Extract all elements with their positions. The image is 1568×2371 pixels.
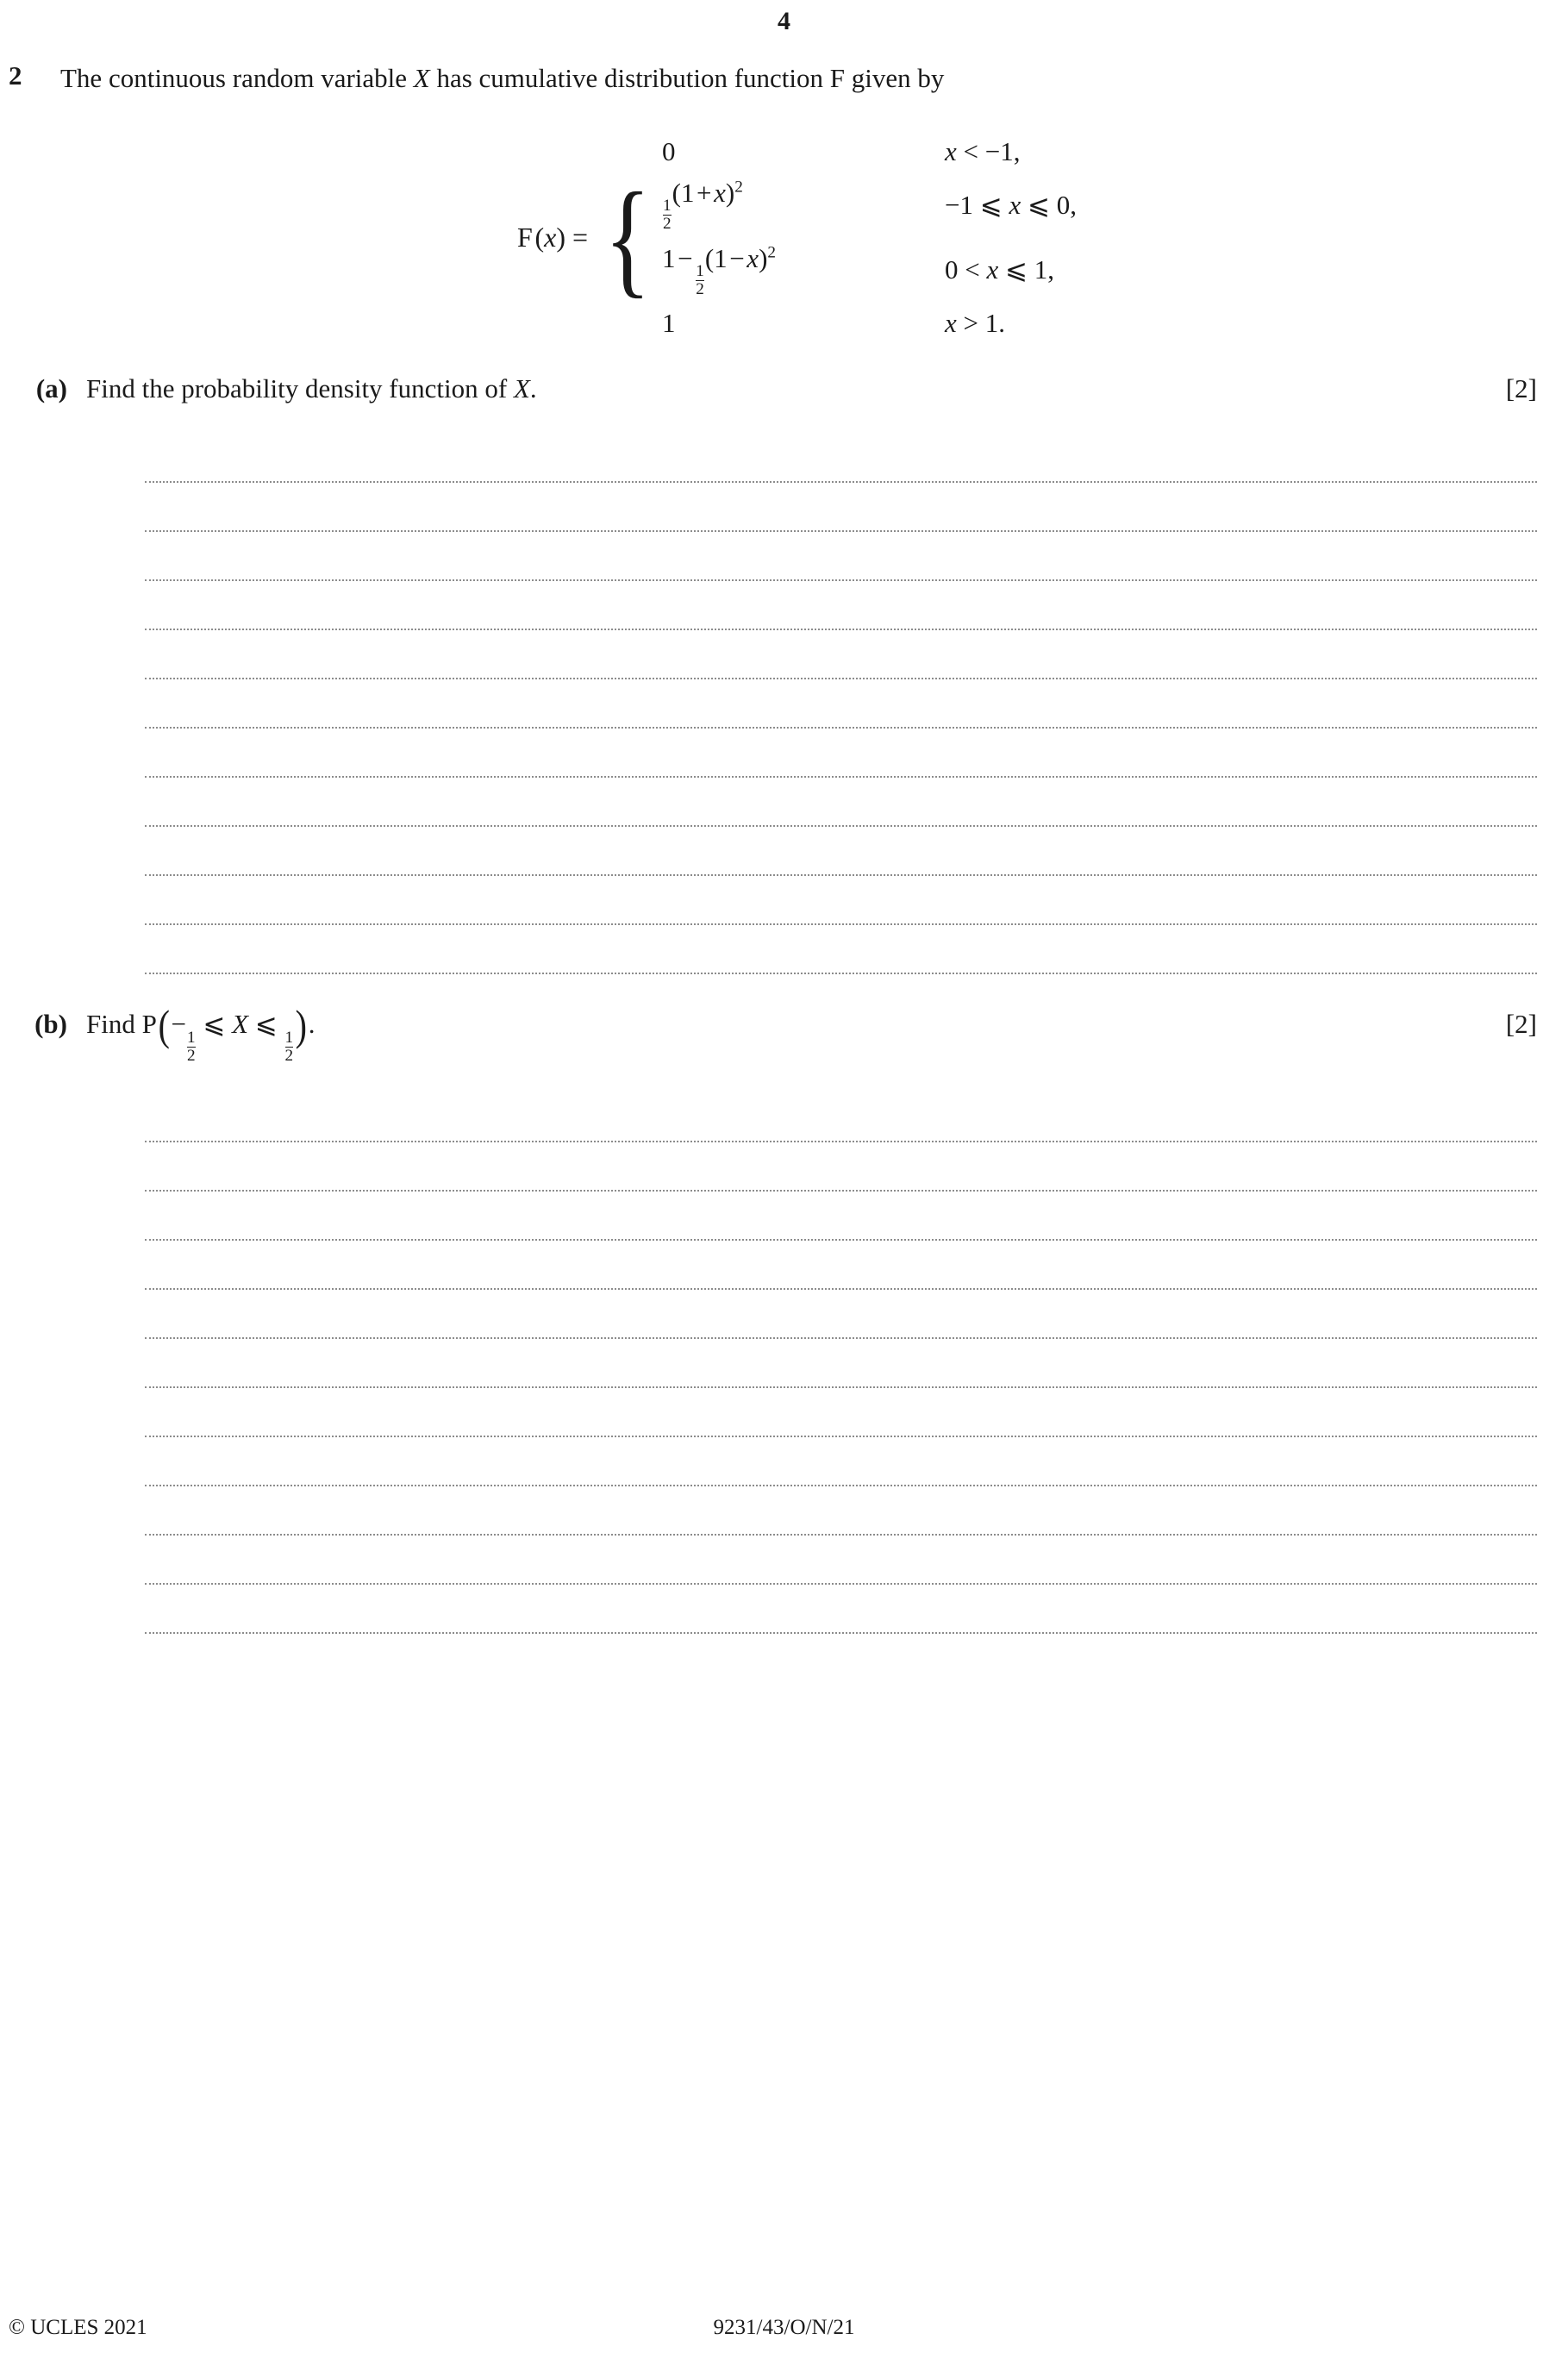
case-condition-4: x > 1. (945, 308, 1006, 339)
answer-line[interactable] (145, 1486, 1537, 1536)
stem-text-before: The continuous random variable (60, 63, 414, 93)
part-b-label: (b) (34, 1009, 67, 1040)
answer-line[interactable] (145, 925, 1537, 974)
footer-copyright: © UCLES 2021 (9, 2316, 147, 2339)
answer-line[interactable] (145, 679, 1537, 729)
answer-line[interactable] (145, 1192, 1537, 1241)
answer-line[interactable] (145, 1585, 1537, 1634)
part-b-answer-lines[interactable] (0, 1093, 1568, 1634)
case-value-1: 0 (662, 135, 676, 166)
part-a-marks: [2] (1505, 373, 1537, 404)
answer-line[interactable] (145, 827, 1537, 876)
cdf-cases (662, 136, 1077, 340)
cdf-equation (517, 136, 1077, 340)
part-a-text: Find the probability density function of X. (86, 373, 537, 404)
case-value-3: 1 − $\frac{1}{2}$ (1 − x)$^2$ (662, 242, 776, 298)
answer-line[interactable] (145, 1536, 1537, 1585)
answer-line[interactable] (145, 876, 1537, 925)
case-condition-1: x < −1, (945, 135, 1021, 166)
left-brace-glyph: { (604, 166, 652, 310)
cdf-lhs: F (x) = (517, 222, 589, 253)
answer-line[interactable] (145, 581, 1537, 630)
answer-line[interactable] (145, 483, 1537, 532)
part-b-row (0, 1001, 1568, 1065)
part-b-text: Find P(− $\frac{1}{2}$ ⩽ X ⩽ $\frac{1}{2}$ ). (86, 1001, 315, 1065)
answer-line[interactable] (145, 1437, 1537, 1486)
question-content (0, 60, 1568, 1634)
answer-line[interactable] (145, 1142, 1537, 1192)
cdf-display (0, 136, 1568, 340)
case-condition-3: 0 < x ⩽ 1, (945, 254, 1055, 285)
page-number: 4 (778, 7, 790, 35)
answer-line[interactable] (145, 1290, 1537, 1339)
page-footer (0, 2316, 1568, 2347)
answer-line[interactable] (145, 1388, 1537, 1437)
footer-paper-code: 9231/43/O/N/21 (713, 2316, 855, 2339)
stem-variable: X (413, 63, 430, 93)
stem-text-after: has cumulative distribution function F given by (429, 63, 945, 93)
answer-line[interactable] (145, 434, 1537, 483)
part-a-label: (a) (35, 373, 67, 404)
part-a-answer-lines[interactable] (0, 434, 1568, 974)
answer-line[interactable] (145, 729, 1537, 778)
case-condition-2: −1 ⩽ x ⩽ 0, (945, 189, 1077, 220)
answer-line[interactable] (145, 630, 1537, 679)
case-value-2: $\frac{1}{2}$ (1 + x)$^2$ (663, 177, 743, 233)
answer-line[interactable] (145, 1339, 1537, 1388)
question-number: 2 (9, 60, 22, 91)
answer-line[interactable] (145, 532, 1537, 581)
answer-line[interactable] (145, 1241, 1537, 1290)
case-value-4: 1 (662, 308, 676, 339)
part-b-marks: [2] (1505, 1009, 1537, 1040)
part-a-row (0, 373, 1568, 404)
answer-line[interactable] (145, 778, 1537, 827)
answer-line[interactable] (145, 1093, 1537, 1142)
question-stem-row (0, 60, 1568, 97)
question-stem (60, 60, 944, 97)
